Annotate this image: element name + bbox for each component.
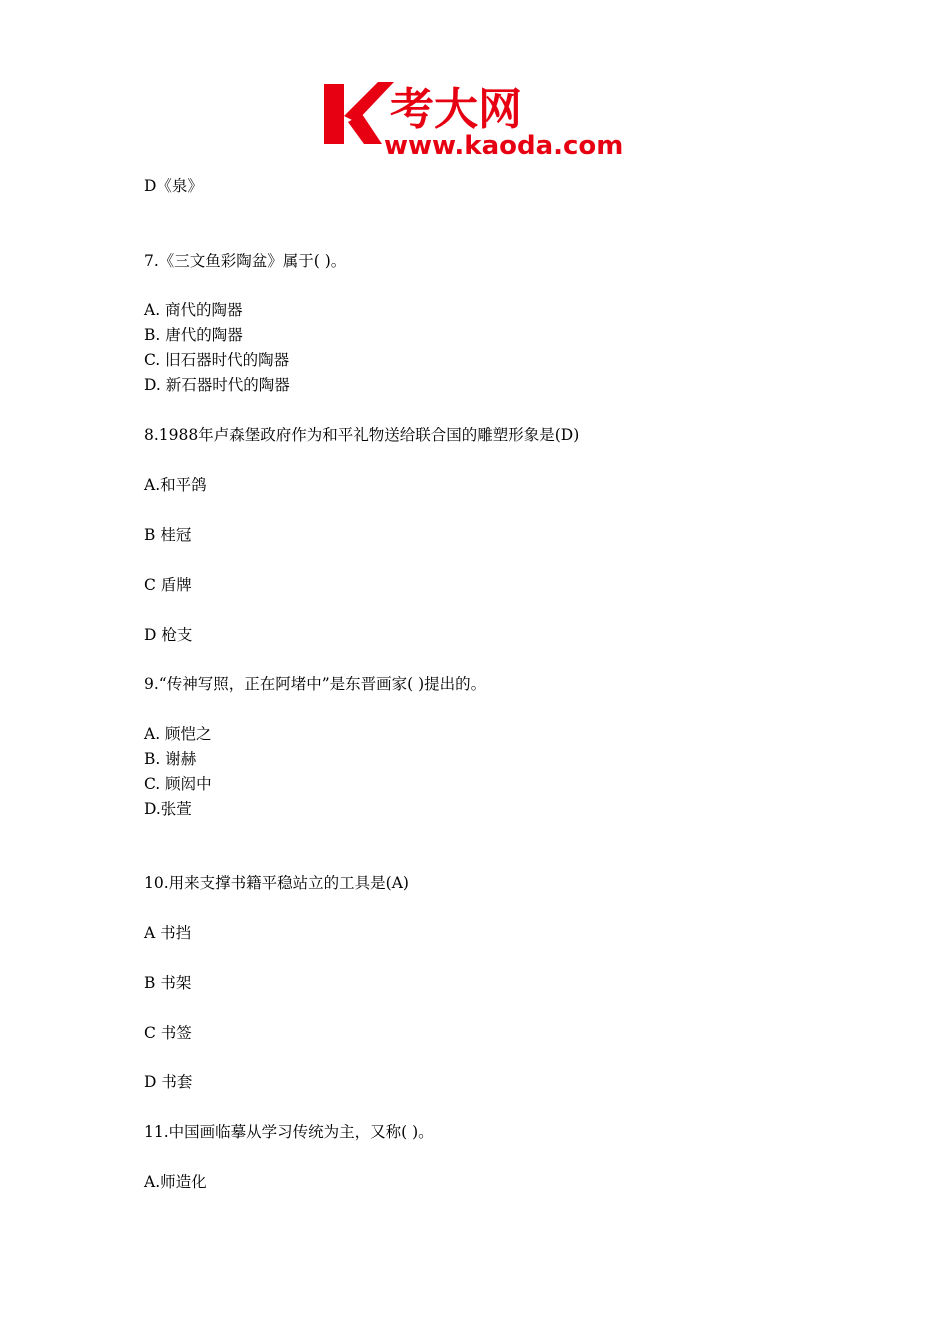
question-9-option-a: A. 顾恺之	[144, 725, 212, 743]
question-11-text: 11.中国画临摹从学习传统为主，又称( )。	[144, 1123, 434, 1141]
question-8-option-c: C 盾牌	[144, 576, 192, 594]
question-7-option-a: A. 商代的陶器	[144, 301, 243, 319]
question-10-option-a: A 书挡	[144, 924, 192, 942]
question-10-option-c: C 书签	[144, 1024, 192, 1042]
question-8-option-b: B 桂冠	[144, 526, 192, 544]
kaoda-logo	[322, 72, 642, 160]
question-7-option-c: C. 旧石器时代的陶器	[144, 351, 290, 369]
question-8-text: 8.1988年卢森堡政府作为和平礼物送给联合国的雕塑形象是(D)	[144, 426, 580, 444]
logo-url-text: www.kaoda.com	[384, 131, 624, 160]
logo-brand-text: 考大网	[390, 84, 522, 135]
question-9-text: 9.“传神写照，正在阿堵中”是东晋画家( )提出的。	[144, 675, 487, 693]
question-8-option-a: A.和平鸽	[144, 476, 207, 494]
prev-question-option-d: D《泉》	[144, 177, 203, 195]
question-7-option-b: B. 唐代的陶器	[144, 326, 243, 344]
question-8-option-d: D 枪支	[144, 626, 193, 644]
question-10-option-d: D 书套	[144, 1073, 193, 1091]
question-10-text: 10.用来支撑书籍平稳站立的工具是(A)	[144, 874, 409, 892]
question-11-option-a: A.师造化	[144, 1173, 207, 1191]
question-7-option-d: D. 新石器时代的陶器	[144, 376, 290, 394]
question-7-text: 7.《三文鱼彩陶盆》属于( )。	[144, 252, 347, 270]
question-10-option-b: B 书架	[144, 974, 192, 992]
question-9-option-b: B. 谢赫	[144, 750, 197, 768]
question-9-option-d: D.张萱	[144, 800, 192, 818]
logo-graphic	[322, 72, 642, 160]
question-9-option-c: C. 顾闳中	[144, 775, 212, 793]
